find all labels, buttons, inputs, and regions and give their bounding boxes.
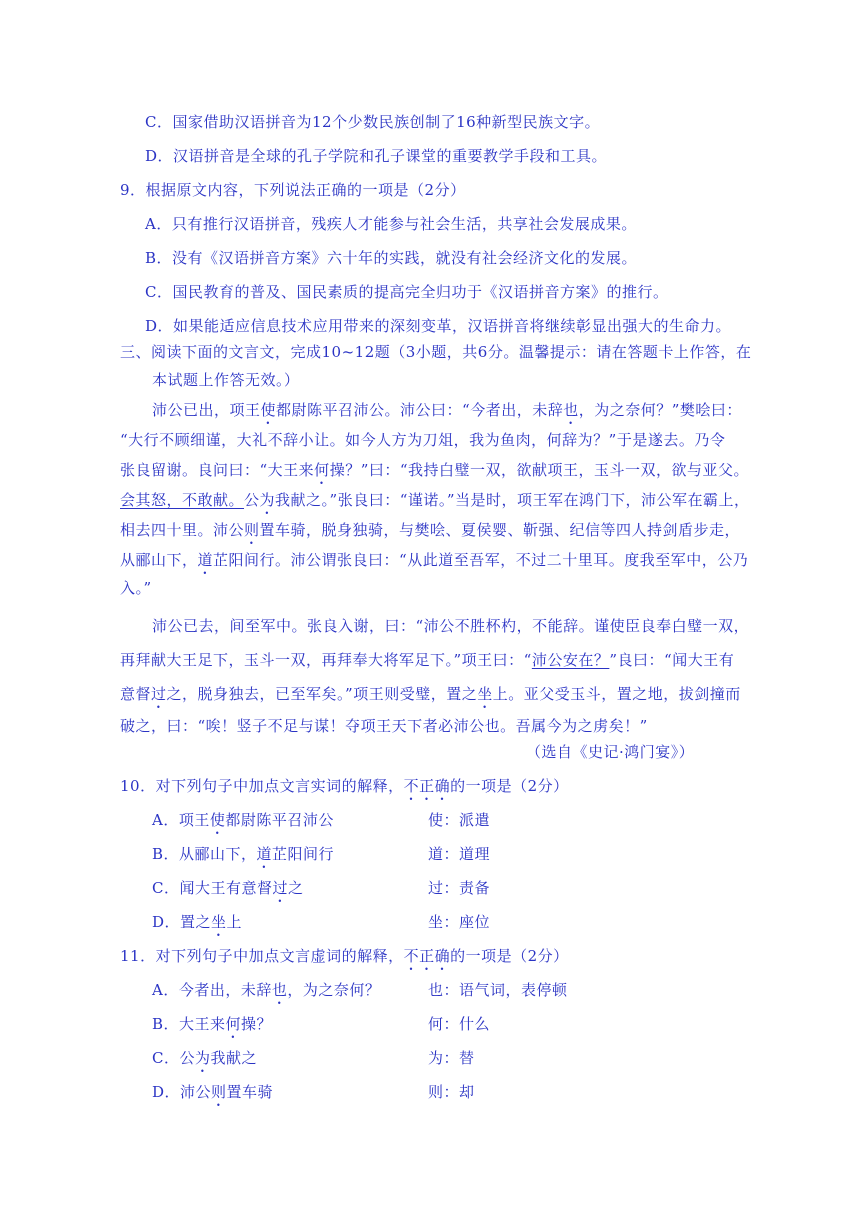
option-9d: D．如果能适应信息技术应用带来的深刻变革，汉语拼音将继续彰显出强大的生命力。 xyxy=(145,317,732,335)
text-run: ”良曰：“闻大王有 xyxy=(609,651,735,669)
option-10a xyxy=(152,810,832,838)
passage-p1-line6 xyxy=(120,550,748,578)
option-8c: C．国家借助汉语拼音为12个少数民族创制了16种新型民族文字。 xyxy=(145,113,601,131)
text-run: C．闻大王有意督 xyxy=(152,879,273,897)
passage-p2-line3 xyxy=(120,684,741,712)
dotted-word: 也 xyxy=(563,401,579,419)
passage-p1-line2: “大行不顾细谨，大礼不辞小让。如今人方为刀俎，我为鱼肉，何辞为？”于是遂去。乃令 xyxy=(120,431,726,449)
text-run: 相去四十里。沛公 xyxy=(120,521,245,539)
dotted-word: 道 xyxy=(197,551,214,569)
dotted-word: 坐 xyxy=(211,913,227,931)
dotted-word: 过 xyxy=(272,879,288,897)
option-gloss: 则：却 xyxy=(428,1083,475,1101)
option-gloss: 何：什么 xyxy=(428,1015,491,1033)
section-3-heading-line1: 三、阅读下面的文言文，完成10~12题（3小题，共6分。温馨提示：请在答题卡上作答，在 xyxy=(120,343,752,361)
passage-p1-line7: 入。” xyxy=(120,579,152,597)
option-11c xyxy=(152,1048,832,1076)
dotted-word: 使 xyxy=(209,811,226,829)
underlined-sentence: 会其怒，不敢献。 xyxy=(120,491,245,509)
text-run: D．沛公 xyxy=(152,1083,212,1101)
text-run: 11．对下列句子中加点文言虚词的解释， xyxy=(120,947,404,965)
option-gloss: 过：责备 xyxy=(428,879,491,897)
option-10c xyxy=(152,878,832,906)
question-11-stem xyxy=(120,946,569,974)
dotted-word: 道 xyxy=(256,845,273,863)
text-run: 的一项是（2分） xyxy=(450,777,569,795)
option-gloss: 为：替 xyxy=(428,1049,475,1067)
text-run: 我献之 xyxy=(210,1049,258,1067)
passage-p1-line3 xyxy=(120,460,749,488)
text-run: 上。亚父受玉斗，置之地，拔剑撞而 xyxy=(492,685,741,703)
text-run: 从郦山下， xyxy=(120,551,198,569)
text-run: C．公 xyxy=(152,1049,195,1067)
option-9a: A．只有推行汉语拼音，残疾人才能参与社会生活，共享社会发展成果。 xyxy=(145,215,637,233)
option-11a xyxy=(152,980,832,1008)
passage-p1-line4 xyxy=(120,490,750,518)
option-9b: B．没有《汉语拼音方案》六十年的实践，就没有社会经济文化的发展。 xyxy=(145,249,638,267)
passage-p2-line4: 破之，曰：“唉！竖子不足与谋！夺项王天下者必沛公也。吾属今为之虏矣！” xyxy=(120,717,648,735)
passage-p2-line1: 沛公已去，间至军中。张良入谢，曰：“沛公不胜杯杓，不能辞。谨使臣良奉白璧一双， xyxy=(152,617,750,635)
option-8d: D．汉语拼音是全球的孔子学院和孔子课堂的重要教学手段和工具。 xyxy=(145,147,608,165)
text-run: 置车骑，脱身独骑，与樊哙、夏侯婴、靳强、纪信等四人持剑盾步走， xyxy=(259,521,741,539)
text-run: 我献之。”张良曰：“谨诺。”当是时，项王军在鸿门下，沛公军在霸上， xyxy=(275,491,750,509)
text-run: 张良留谢。良问曰：“大王来 xyxy=(120,461,315,479)
text-run: 意督 xyxy=(120,685,152,703)
option-9c: C．国民教育的普及、国民素质的提高完全归功于《汉语拼音方案》的推行。 xyxy=(145,283,669,301)
text-run: 置车骑 xyxy=(226,1083,274,1101)
text-run: 都尉陈平召沛公。沛公曰：“今者出，未辞 xyxy=(276,401,564,419)
dotted-word: 过 xyxy=(151,685,167,703)
question-9-stem: 9．根据原文内容，下列说法正确的一项是（2分） xyxy=(120,181,466,199)
option-gloss: 也：语气词，表停顿 xyxy=(428,981,568,999)
text-run: 之，脱身独去，已至军矣。”项王则受璧，置之 xyxy=(166,685,478,703)
dotted-word: 坐 xyxy=(477,685,493,703)
text-run: ，为之奈何？”樊哙曰： xyxy=(578,401,742,419)
text-run: D．置之 xyxy=(152,913,212,931)
text-run: B．大王来 xyxy=(152,1015,226,1033)
option-10d xyxy=(152,912,832,940)
text-run: 公 xyxy=(244,491,260,509)
text-run: ，为之奈何？ xyxy=(287,981,381,999)
option-10b xyxy=(152,844,832,872)
text-run: 芷阳间行。沛公谓张良曰：“从此道至吾军，不过二十里耳。度我至军中，公乃 xyxy=(213,551,749,569)
passage-p1-line1 xyxy=(152,400,742,428)
text-run: 操？”曰：“我持白璧一双，欲献项王，玉斗一双，欲与亚父。 xyxy=(329,461,750,479)
text-run: 10．对下列句子中加点文言实词的解释， xyxy=(120,777,404,795)
text-run: 都尉陈平召沛公 xyxy=(225,811,334,829)
text-run: 沛公已出，项王 xyxy=(152,401,261,419)
passage-source: （选自《史记·鸿门宴》） xyxy=(526,743,695,761)
dotted-word: 则 xyxy=(244,521,260,539)
dotted-word: 何 xyxy=(314,461,330,479)
option-gloss: 使：派遣 xyxy=(428,811,491,829)
dotted-word: 不正确 xyxy=(403,777,451,795)
dotted-word: 也 xyxy=(271,981,288,999)
dotted-word: 则 xyxy=(211,1083,227,1101)
dotted-word: 何 xyxy=(225,1015,242,1033)
section-3-heading-line2: 本试题上作答无效。） xyxy=(152,371,300,389)
text-run: 的一项是（2分） xyxy=(450,947,569,965)
question-10-stem xyxy=(120,776,569,804)
underlined-sentence: 沛公安在？ xyxy=(531,651,610,669)
text-run: B．从郦山下， xyxy=(152,845,257,863)
text-run: 之 xyxy=(288,879,304,897)
passage-p2-line2 xyxy=(120,650,734,670)
option-gloss: 道：道理 xyxy=(428,845,491,863)
text-run: A．今者出，未辞 xyxy=(152,981,272,999)
text-run: 再拜献大王足下，玉斗一双，再拜奉大将军足下。”项王曰：“ xyxy=(120,651,532,669)
text-run: 芷阳间行 xyxy=(272,845,335,863)
passage-p1-line5 xyxy=(120,520,740,548)
dotted-word: 不正确 xyxy=(403,947,451,965)
option-11d xyxy=(152,1082,832,1110)
dotted-word: 为 xyxy=(194,1049,211,1067)
text-run: 上 xyxy=(226,913,243,931)
dotted-word: 为 xyxy=(259,491,276,509)
option-gloss: 坐：座位 xyxy=(428,913,491,931)
dotted-word: 使 xyxy=(260,401,277,419)
text-run: 操？ xyxy=(241,1015,273,1033)
text-run: A．项王 xyxy=(152,811,210,829)
option-11b xyxy=(152,1014,832,1042)
